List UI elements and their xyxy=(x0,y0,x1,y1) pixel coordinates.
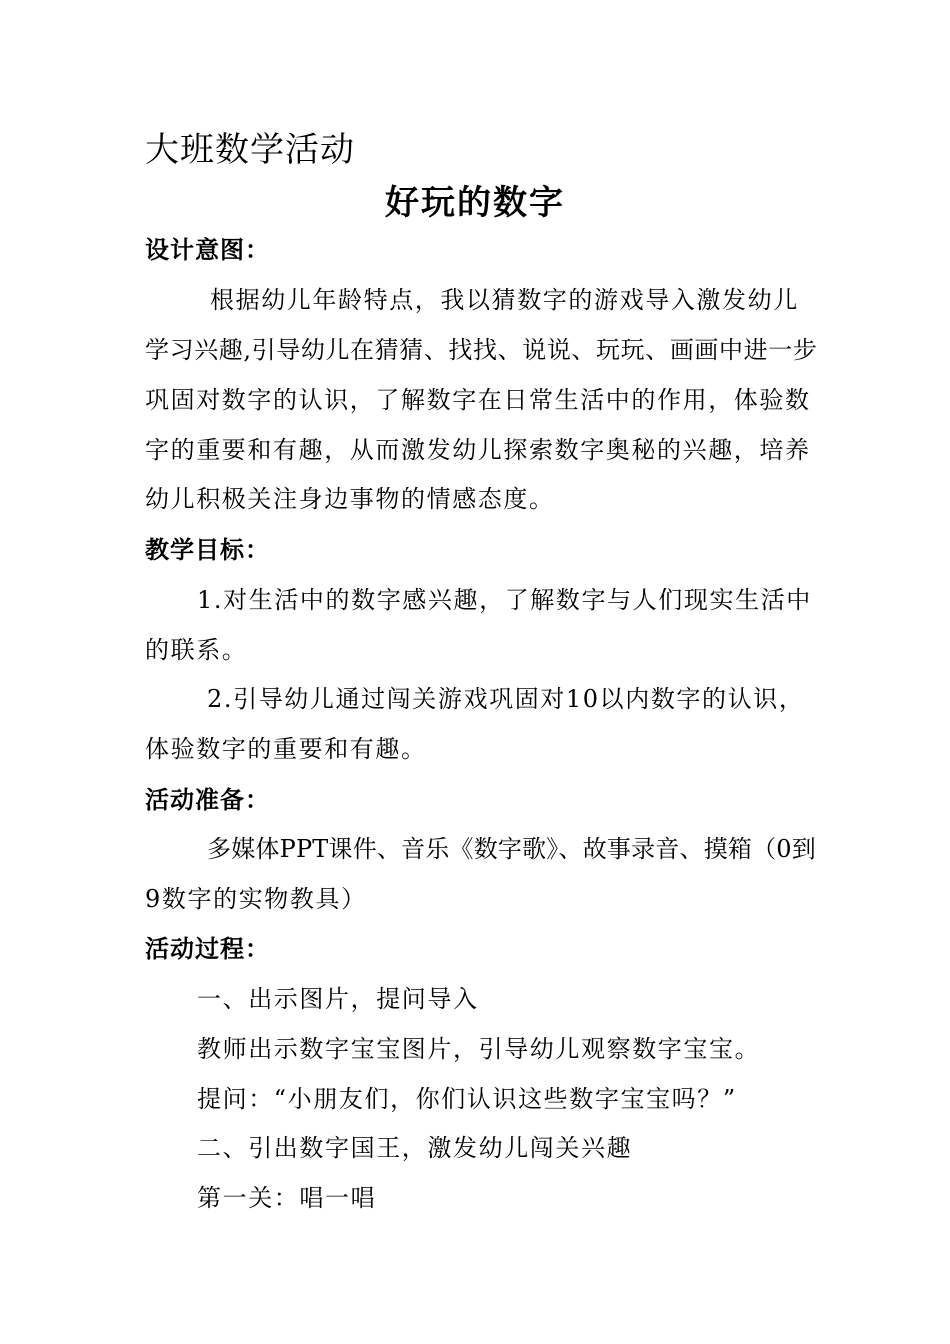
document-title: 好玩的数字 xyxy=(385,183,565,223)
goal-item-1-continued: 的联系。 xyxy=(145,636,248,664)
paragraph-line: 字的重要和有趣，从而激发幼儿探索数字奥秘的兴趣，培养 xyxy=(145,436,811,464)
goal-item-2: 2.引导幼儿通过闯关游戏巩固对10以内数字的认识， xyxy=(207,685,805,713)
process-step: 教师出示数字宝宝图片，引导幼儿观察数字宝宝。 xyxy=(197,1035,761,1063)
process-step: 第一关：唱一唱 xyxy=(197,1184,377,1212)
section-heading-preparation: 活动准备： xyxy=(145,786,270,814)
process-step: 提问：“小朋友们，你们认识这些数字宝宝吗？” xyxy=(197,1085,737,1113)
paragraph-line: 根据幼儿年龄特点，我以猜数字的游戏导入激发幼儿 xyxy=(210,286,799,314)
process-step: 一、出示图片，提问导入 xyxy=(197,985,479,1013)
paragraph-line: 巩固对数字的认识，了解数字在日常生活中的作用，体验数 xyxy=(145,386,811,414)
paragraph-line: 学习兴趣,引导幼儿在猜猜、找找、说说、玩玩、画画中进一步 xyxy=(145,336,818,364)
section-heading-process: 活动过程： xyxy=(145,935,270,963)
section-heading-goals: 教学目标： xyxy=(145,536,270,564)
goal-item-2-continued: 体验数字的重要和有趣。 xyxy=(145,735,427,763)
document-label: 大班数学活动 xyxy=(145,130,355,170)
goal-item-1: 1.对生活中的数字感兴趣，了解数字与人们现实生活中 xyxy=(197,586,812,614)
preparation-line: 9数字的实物教具） xyxy=(145,885,367,913)
section-heading-design-intent: 设计意图： xyxy=(145,236,270,264)
paragraph-line: 幼儿积极关注身边事物的情感态度。 xyxy=(145,485,555,513)
process-step: 二、引出数字国王，激发幼儿闯关兴趣 xyxy=(197,1134,633,1162)
preparation-line: 多媒体PPT课件、音乐《数字歌》、故事录音、摸箱（0到 xyxy=(207,835,816,863)
